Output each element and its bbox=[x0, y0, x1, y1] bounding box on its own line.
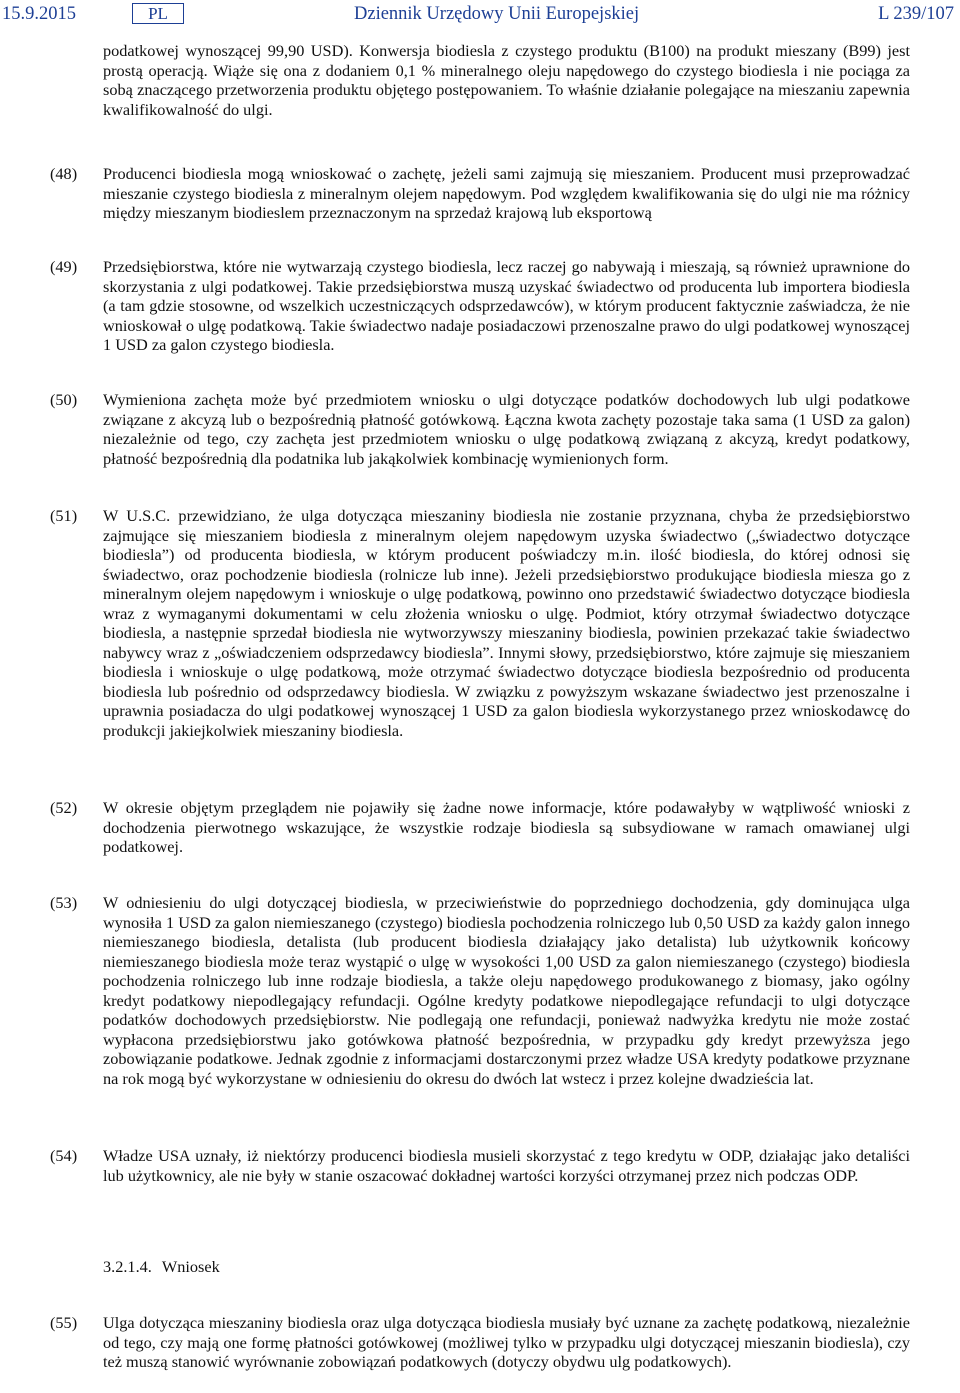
paragraph-text: W U.S.C. przewidziano, że ulga dotycząca mieszaniny biodiesla nie zostanie przyznana, chyba że przedsiębiorstwo zajmujące się mieszaniem biodiesla z mineralnym olejem napędowym uzyska świadectwo („świadectwo dotyczące biodiesla”) od producenta biodiesla, w którym producent poświadczy m.in. ilość biodiesla, do której odnosi się świadectwo, oraz pochodzenie biodiesla (rolnicze lub inne). Jeżeli przedsiębiorstwo produkujące biodiesla miesza go z mineralnym olejem napędowym i wnioskuje o ulgę podatkową, powinno ono przedstawić świadectwo dotyczące biodiesla wraz z wymaganymi dokumentami w celu złożenia wniosku o ulgę. Podmiot, który otrzymał świadectwo dotyczące biodiesla, a następnie sprzedał biodiesla nie wytworzywszy mieszaniny biodiesla, powinien przekazać takie świadectwo nabywcy wraz z „oświadczeniem odsprzedawcy biodiesla”. Innymi słowy, przedsiębiorstwo, które zajmuje się mieszaniem biodiesla i wnioskuje o ulgę podatkową, może otrzymać świadectwo dotyczące biodiesla bezpośrednio od producenta biodiesla lub pośrednio od odsprzedawcy biodiesla. W związku z powyższym wskazane świadectwo jest przenoszalne i uprawnia posiadacza do ulgi podatkowej wynoszącej 1 USD za galon biodiesla wykorzystanego przez wnioskodawcę do produkcji jakiejkolwiek mieszaniny biodiesla. bbox=[103, 506, 910, 740]
paragraph-text: Przedsiębiorstwa, które nie wytwarzają czystego biodiesla, lecz raczej go nabywają i mieszają, są również uprawnione do skorzystania z ulgi podatkowej. Takie przedsiębiorstwa muszą uzyskać świadectwo od producenta lub importera biodiesla (a tam gdzie stosowne, od wszelkich uczestniczących odsprzedawców), w którym producent faktycznie zaświadcza, że nie wnioskował o ulgę podatkową. Takie świadectwo nadaje posiadaczowi przenoszalne prawo do ulgi podatkowej wynoszącej 1 USD za galon czystego biodiesla. bbox=[103, 257, 910, 354]
page-header bbox=[0, 0, 960, 30]
paragraph-number: (52) bbox=[50, 798, 78, 817]
paragraph-text: Ulga dotycząca mieszaniny biodiesla oraz ulga dotycząca biodiesla musiały być uznane za zachętę podatkową, niezależnie od tego, czy mają one formę płatności gotówkowej (możliwej tylko w przypadku ulgi dotyczącej mieszanin biodiesla), czy też muszą stanowić wyrównanie zobowiązań podatkowych (dotyczy obydwu ulg podatkowych). bbox=[103, 1313, 910, 1371]
section-number: 3.2.1.4. bbox=[103, 1257, 152, 1276]
paragraph-number: (54) bbox=[50, 1146, 78, 1165]
paragraph-text: Władze USA uznały, iż niektórzy producenci biodiesla musieli skorzystać z tego kredytu w ODP, działając jako detaliści lub użytkownicy, ale nie były w stanie oszacować dokładnej wartości korzyści otrzymanej przez nich podczas ODP. bbox=[103, 1146, 910, 1185]
paragraph-number: (53) bbox=[50, 893, 78, 912]
publication-date: 15.9.2015 bbox=[2, 4, 76, 24]
language-code-box: PL bbox=[132, 3, 184, 24]
section-heading bbox=[103, 1257, 220, 1277]
intro-paragraph: podatkowej wynoszącej 99,90 USD). Konwersja biodiesla z czystego produktu (B100) na produkt mieszany (B99) jest prostą operacją. Wiąże się ona z dodaniem 0,1 % mineralnego oleju napędowego do czystego biodiesla i nie pociąga za sobą znaczącego przetworzenia produktu objętego postępowaniem. To właśnie działanie polegające na mieszaniu zapewnia kwalifikowalność do ulgi. bbox=[103, 41, 910, 119]
paragraph-number: (50) bbox=[50, 390, 78, 409]
paragraph-number: (48) bbox=[50, 164, 78, 183]
section-title: Wniosek bbox=[161, 1257, 220, 1276]
paragraph-number: (51) bbox=[50, 506, 78, 525]
paragraph-text: W okresie objętym przeglądem nie pojawiły się żadne nowe informacje, które podawałyby w wątpliwość wnioski z dochodzenia pierwotnego wskazujące, że wszystkie rodzaje biodiesla są subsydiowane w ramach omawianej ulgi podatkowej. bbox=[103, 798, 910, 856]
page-number: L 239/107 bbox=[878, 4, 954, 24]
paragraph-number: (55) bbox=[50, 1313, 78, 1332]
paragraph-text: W odniesieniu do ulgi dotyczącej biodiesla, w przeciwieństwie do poprzedniego dochodzenia, gdy dominująca ulga wynosiła 1 USD za galon niemieszanego (czystego) biodiesla pochodzenia rolniczego lub 0,50 USD za każdy galon innego niemieszanego biodiesla, detalista (lub producent biodiesla działający jako detalista) lub użytkownik końcowy niemieszanego biodiesla może teraz wystąpić o ulgę w wysokości 1,00 USD za galon niemieszanego (czystego) biodiesla pochodzenia rolniczego lub inne rodzaje biodiesla, a także oleju napędowego produkowanego z biomasy, jako ogólny kredyt podatkowy niepodlegający refundacji. Ogólne kredyty podatkowe niepodlegające refundacji to ulgi dotyczące podatków dochodowych przedsiębiorstw. Nie podlegają one refundacji, ponieważ nadwyżka kredytu nie może zostać wypłacona przedsiębiorstwu jako gotówkowa płatność bezpośrednia, w przypadku gdy kredyt przewyższa jego zobowiązanie podatkowe. Jednak zgodnie z informacjami dostarczonymi przez władze USA kredyty podatkowe przyznane na rok mogą być wykorzystane w odniesieniu do okresu do dwóch lat wstecz i przez kolejne dwadzieścia lat. bbox=[103, 893, 910, 1088]
journal-title: Dziennik Urzędowy Unii Europejskiej bbox=[354, 4, 640, 24]
paragraph-text: Producenci biodiesla mogą wnioskować o zachętę, jeżeli sami zajmują się mieszaniem. Producent musi przeprowadzać mieszanie czystego biodiesla z mineralnym olejem napędowym. Pod względem kwalifikowania się do ulgi nie ma różnicy między mieszanym biodieslem przeznaczonym na sprzedaż krajową lub eksportową bbox=[103, 164, 910, 222]
paragraph-number: (49) bbox=[50, 257, 78, 276]
paragraph-text: Wymieniona zachęta może być przedmiotem wniosku o ulgi dotyczące podatków dochodowych lub ulgi podatkowe związane z akcyzą lub o bezpośrednią płatność gotówkową. Łączna kwota zachęty pozostaje taka sama (1 USD za galon) niezależnie od tego, czy zachęta jest przedmiotem wniosku o ulgę podatkową związaną z akcyzą, kredyt podatkowy, płatność bezpośrednią dla podatnika lub jakąkolwiek kombinację wymienionych form. bbox=[103, 390, 910, 468]
